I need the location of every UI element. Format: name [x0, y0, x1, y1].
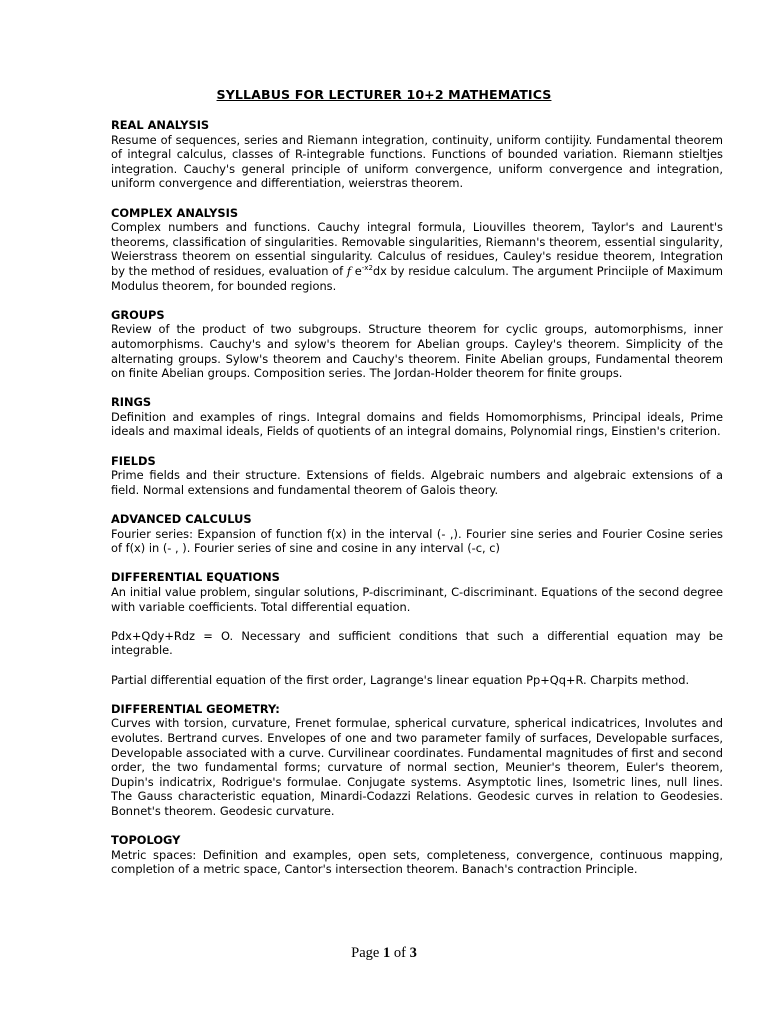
section-paragraph: Prime fields and their structure. Extensions of fields. Algebraic numbers and algebraic extensions of a field. Normal extensions and fundamental theorem of Galois theory.: [111, 468, 723, 497]
formula-exponent: -x2: [361, 263, 373, 272]
section-heading: REAL ANALYSIS: [111, 118, 210, 132]
page-title: SYLLABUS FOR LECTURER 10+2 MATHEMATICS: [216, 87, 552, 102]
of-word: of: [393, 945, 406, 961]
section-heading: FIELDS: [111, 453, 156, 468]
section-differential-geometry: [111, 702, 723, 819]
section-paragraph: Review of the product of two subgroups. Structure theorem for cyclic groups, automorphisms, inner automorphisms. Cauchy's and sylow's theorem for Abelian groups. Cayley's theorem. Simplicity of the alternating groups. Sylow's theorem and Cauchy's theorem. Finite Abelian groups, Fundamental theorem on finite Abelian groups. Composition series. The Jordan-Holder theorem for finite groups.: [111, 322, 723, 381]
section-paragraph: An initial value problem, singular solutions, P-discriminant, C-discriminant. Equations of the second degree with variable coefficients. Total differential equation.: [111, 585, 723, 614]
section-paragraph: Resume of sequences, series and Riemann integration, continuity, uniform contijity. Fundamental theorem of integral calculus, classes of R-integrable functions. Functions of bounded variation. Riemann stieltjes integration. Cauchy's general principle of uniform convergence, uniform convergence and integration, uniform convergence and differentiation, weierstras theorem.: [111, 132, 723, 191]
document-body: [111, 118, 723, 891]
section-heading: GROUPS: [111, 307, 165, 322]
formula-base: e: [351, 263, 362, 278]
paragraph-text: Complex numbers and functions. Cauchy integral formula, Liouvilles theorem, Taylor's and Laurent's theorems, classification of singularities. Removable singularities, Riemann's theorem, essential singularity, Weierstrass theorem on essential singularity. Calculus of residues, Cauley's residue theorem, Integration by the method of residues, evaluation of: [111, 220, 723, 278]
section-heading: COMPLEX ANALYSIS: [111, 205, 239, 220]
formula-tail: dx by residue calculum. The argument Princiiple of Maximum Modulus theorem, for bounded regions.: [111, 263, 723, 293]
section-groups: [111, 308, 723, 381]
section-heading: DIFFERENTIAL GEOMETRY:: [111, 701, 280, 716]
section-heading: ADVANCED CALCULUS: [111, 512, 252, 527]
page-word: Page: [351, 945, 380, 961]
section-advanced-calculus: [111, 512, 723, 556]
section-paragraph: Definition and examples of rings. Integral domains and fields Homomorphisms, Principal ideals, Prime ideals and maximal ideals, Fields of quotients of an integral domains, Polynomial rings, Einstien's criterion.: [111, 409, 723, 439]
section-paragraph: Pdx+Qdy+Rdz = O. Necessary and sufficient conditions that such a differential equation may be integrable.: [111, 628, 723, 658]
section-complex-analysis: [111, 206, 723, 294]
section-topology: [111, 833, 723, 877]
section-paragraph: Partial differential equation of the first order, Lagrange's linear equation Pp+Qq+R. Charpits method.: [111, 672, 690, 687]
section-heading: RINGS: [111, 395, 152, 410]
section-paragraph: Metric spaces: Definition and examples, open sets, completeness, convergence, continuous mapping, completion of a metric space, Cantor's intersection theorem. Banach's contraction Principle.: [111, 847, 723, 877]
section-fields: [111, 454, 723, 498]
section-heading: TOPOLOGY: [111, 833, 181, 848]
integral-symbol: f: [346, 263, 352, 278]
section-rings: [111, 395, 723, 439]
section-heading: DIFFERENTIAL EQUATIONS: [111, 570, 280, 585]
section-paragraph: [111, 220, 723, 293]
section-paragraph: Fourier series: Expansion of function f(x) in the interval (- ,). Fourier sine series and Fourier Cosine series of f(x) in (- , ). Fourier series of sine and cosine in any interval (-c, c): [111, 526, 723, 556]
section-paragraph: Curves with torsion, curvature, Frenet formulae, spherical curvature, spherical indicatrices, Involutes and evolutes. Bertrand curves. Envelopes of one and two parameter family of surfaces, Developable surfaces, Developable associated with a curve. Curvilinear coordinates. Fundamental magnitudes of first and second order, the two fundamental forms; curvature of normal section, Meunier's theorem, Euler's theorem, Dupin's indicatrix, Rodrigue's formulae. Conjugate systems. Asymptotic lines, Isometric lines, null lines. The Gauss characteristic equation, Minardi-Codazzi Relations. Geodesic curves in relation to Geodesies. Bonnet's theorem. Geodesic curvature.: [111, 716, 723, 818]
current-page-number: 1: [382, 945, 391, 961]
page-footer: [0, 945, 768, 962]
total-pages-number: 3: [409, 945, 417, 961]
section-real-analysis: [111, 118, 723, 191]
section-differential-equations: [111, 570, 723, 687]
